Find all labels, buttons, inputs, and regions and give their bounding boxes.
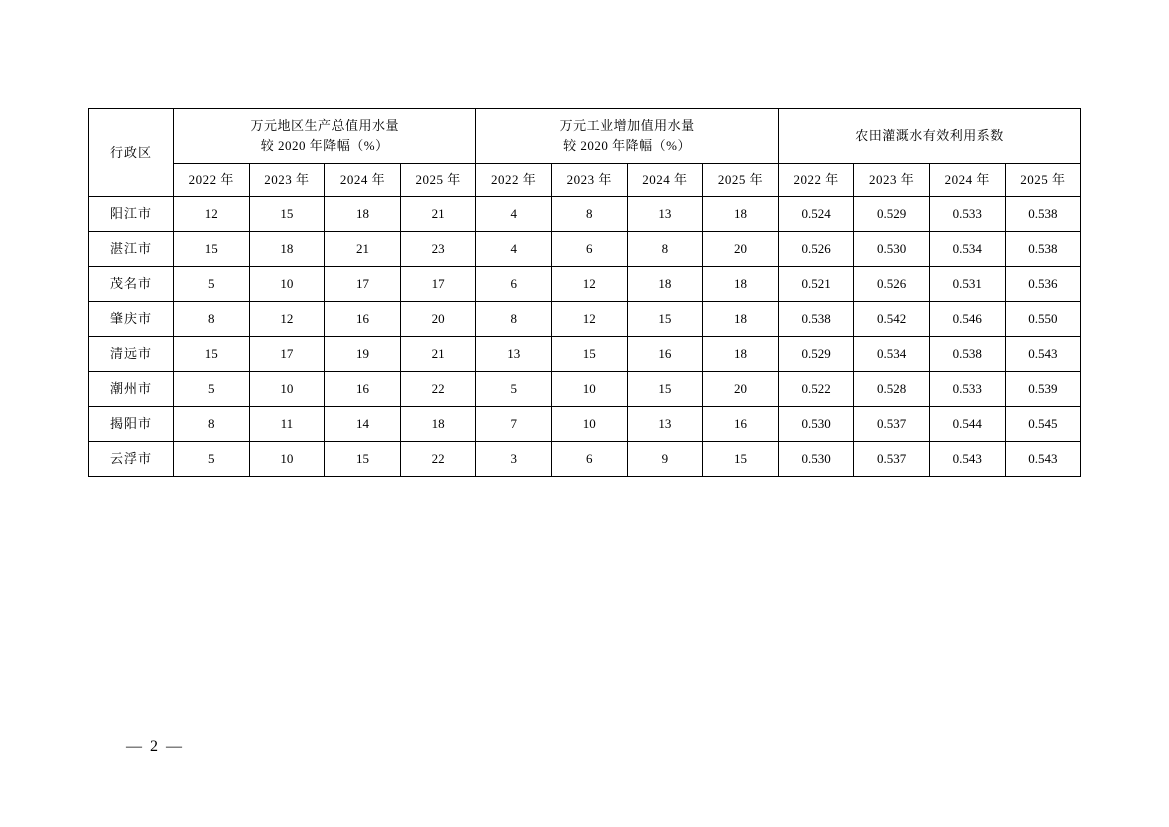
header-year: 2023 年 bbox=[249, 164, 325, 197]
header-year: 2024 年 bbox=[627, 164, 703, 197]
header-year: 2025 年 bbox=[400, 164, 476, 197]
table-cell: 0.530 bbox=[854, 232, 930, 267]
table-cell: 20 bbox=[703, 372, 779, 407]
table-cell: 0.536 bbox=[1005, 267, 1081, 302]
table-cell: 0.531 bbox=[929, 267, 1005, 302]
table-cell: 15 bbox=[325, 442, 401, 477]
table-cell: 5 bbox=[174, 442, 250, 477]
table-cell: 22 bbox=[400, 372, 476, 407]
table-cell: 17 bbox=[400, 267, 476, 302]
table-cell: 0.529 bbox=[778, 337, 854, 372]
header-group-industrial-water-line2: 较 2020 年降幅（%） bbox=[563, 138, 691, 153]
table-cell: 16 bbox=[703, 407, 779, 442]
table-cell: 0.522 bbox=[778, 372, 854, 407]
table-cell: 9 bbox=[627, 442, 703, 477]
table-cell: 7 bbox=[476, 407, 552, 442]
table-cell: 0.530 bbox=[778, 407, 854, 442]
table-cell: 0.542 bbox=[854, 302, 930, 337]
table-cell: 16 bbox=[627, 337, 703, 372]
table-row bbox=[89, 302, 1081, 337]
table-cell: 18 bbox=[703, 302, 779, 337]
table-cell: 12 bbox=[551, 302, 627, 337]
table-cell: 0.528 bbox=[854, 372, 930, 407]
table-cell: 18 bbox=[325, 197, 401, 232]
table-cell: 23 bbox=[400, 232, 476, 267]
header-group-irrigation-coefficient bbox=[778, 109, 1080, 164]
table-cell: 12 bbox=[551, 267, 627, 302]
table-cell: 0.533 bbox=[929, 197, 1005, 232]
header-group-irrigation-coefficient-line1: 农田灌溉水有效利用系数 bbox=[855, 127, 1004, 143]
table-cell: 13 bbox=[627, 197, 703, 232]
table-cell: 18 bbox=[703, 197, 779, 232]
table-cell: 0.538 bbox=[929, 337, 1005, 372]
water-indicator-table-container bbox=[88, 108, 1081, 477]
header-year: 2024 年 bbox=[929, 164, 1005, 197]
water-indicator-table bbox=[88, 108, 1081, 477]
table-row bbox=[89, 232, 1081, 267]
table-header bbox=[89, 109, 1081, 197]
header-region: 行政区 bbox=[89, 109, 174, 197]
table-cell: 10 bbox=[249, 372, 325, 407]
table-cell: 6 bbox=[551, 232, 627, 267]
table-cell: 11 bbox=[249, 407, 325, 442]
table-cell: 0.544 bbox=[929, 407, 1005, 442]
table-cell: 21 bbox=[325, 232, 401, 267]
table-cell: 22 bbox=[400, 442, 476, 477]
table-cell: 10 bbox=[249, 267, 325, 302]
table-cell: 21 bbox=[400, 337, 476, 372]
table-cell: 0.526 bbox=[854, 267, 930, 302]
table-cell: 8 bbox=[476, 302, 552, 337]
table-cell: 19 bbox=[325, 337, 401, 372]
table-cell: 0.539 bbox=[1005, 372, 1081, 407]
header-year: 2022 年 bbox=[174, 164, 250, 197]
table-cell: 10 bbox=[551, 407, 627, 442]
region-name: 揭阳市 bbox=[89, 407, 174, 442]
table-cell: 8 bbox=[174, 302, 250, 337]
table-cell: 14 bbox=[325, 407, 401, 442]
table-cell: 0.526 bbox=[778, 232, 854, 267]
table-cell: 18 bbox=[703, 267, 779, 302]
table-cell: 16 bbox=[325, 302, 401, 337]
table-cell: 8 bbox=[174, 407, 250, 442]
table-cell: 0.534 bbox=[929, 232, 1005, 267]
region-name: 阳江市 bbox=[89, 197, 174, 232]
table-cell: 20 bbox=[400, 302, 476, 337]
table-cell: 15 bbox=[249, 197, 325, 232]
table-cell: 15 bbox=[703, 442, 779, 477]
table-row bbox=[89, 197, 1081, 232]
table-cell: 17 bbox=[325, 267, 401, 302]
table-cell: 15 bbox=[627, 302, 703, 337]
table-cell: 0.538 bbox=[1005, 197, 1081, 232]
table-cell: 0.534 bbox=[854, 337, 930, 372]
table-cell: 16 bbox=[325, 372, 401, 407]
table-cell: 0.543 bbox=[1005, 442, 1081, 477]
table-cell: 13 bbox=[627, 407, 703, 442]
table-cell: 5 bbox=[174, 372, 250, 407]
table-cell: 0.529 bbox=[854, 197, 930, 232]
table-cell: 0.537 bbox=[854, 442, 930, 477]
table-cell: 15 bbox=[627, 372, 703, 407]
table-body bbox=[89, 197, 1081, 477]
table-cell: 0.530 bbox=[778, 442, 854, 477]
header-group-gdp-water bbox=[174, 109, 476, 164]
table-cell: 12 bbox=[174, 197, 250, 232]
table-cell: 0.546 bbox=[929, 302, 1005, 337]
table-cell: 0.524 bbox=[778, 197, 854, 232]
table-row bbox=[89, 407, 1081, 442]
table-cell: 12 bbox=[249, 302, 325, 337]
table-cell: 6 bbox=[476, 267, 552, 302]
table-cell: 4 bbox=[476, 197, 552, 232]
region-name: 茂名市 bbox=[89, 267, 174, 302]
table-row bbox=[89, 267, 1081, 302]
header-year: 2024 年 bbox=[325, 164, 401, 197]
table-cell: 20 bbox=[703, 232, 779, 267]
table-cell: 8 bbox=[551, 197, 627, 232]
table-cell: 3 bbox=[476, 442, 552, 477]
region-name: 清远市 bbox=[89, 337, 174, 372]
table-cell: 13 bbox=[476, 337, 552, 372]
table-row bbox=[89, 337, 1081, 372]
header-group-industrial-water-line1: 万元工业增加值用水量 bbox=[559, 117, 695, 133]
table-cell: 17 bbox=[249, 337, 325, 372]
table-header-group-row bbox=[89, 109, 1081, 164]
table-cell: 0.543 bbox=[929, 442, 1005, 477]
header-group-gdp-water-line2: 较 2020 年降幅（%） bbox=[260, 138, 389, 153]
table-cell: 18 bbox=[627, 267, 703, 302]
region-name: 湛江市 bbox=[89, 232, 174, 267]
region-name: 云浮市 bbox=[89, 442, 174, 477]
table-cell: 18 bbox=[703, 337, 779, 372]
header-group-industrial-water bbox=[476, 109, 778, 164]
table-cell: 0.538 bbox=[1005, 232, 1081, 267]
table-cell: 5 bbox=[174, 267, 250, 302]
table-cell: 5 bbox=[476, 372, 552, 407]
table-cell: 21 bbox=[400, 197, 476, 232]
page-number: — 2 — bbox=[126, 738, 184, 755]
table-cell: 0.521 bbox=[778, 267, 854, 302]
table-header-year-row bbox=[89, 164, 1081, 197]
header-year: 2025 年 bbox=[703, 164, 779, 197]
table-cell: 8 bbox=[627, 232, 703, 267]
header-year: 2022 年 bbox=[778, 164, 854, 197]
table-cell: 10 bbox=[249, 442, 325, 477]
region-name: 潮州市 bbox=[89, 372, 174, 407]
table-cell: 4 bbox=[476, 232, 552, 267]
header-year: 2023 年 bbox=[854, 164, 930, 197]
header-year: 2022 年 bbox=[476, 164, 552, 197]
header-year: 2025 年 bbox=[1005, 164, 1081, 197]
table-cell: 15 bbox=[551, 337, 627, 372]
table-cell: 15 bbox=[174, 232, 250, 267]
table-cell: 10 bbox=[551, 372, 627, 407]
table-cell: 0.537 bbox=[854, 407, 930, 442]
header-group-gdp-water-line1: 万元地区生产总值用水量 bbox=[250, 117, 399, 133]
table-cell: 0.533 bbox=[929, 372, 1005, 407]
table-row bbox=[89, 372, 1081, 407]
table-cell: 18 bbox=[400, 407, 476, 442]
table-cell: 0.543 bbox=[1005, 337, 1081, 372]
table-row bbox=[89, 442, 1081, 477]
table-cell: 18 bbox=[249, 232, 325, 267]
table-cell: 15 bbox=[174, 337, 250, 372]
table-cell: 0.538 bbox=[778, 302, 854, 337]
table-cell: 6 bbox=[551, 442, 627, 477]
region-name: 肇庆市 bbox=[89, 302, 174, 337]
header-year: 2023 年 bbox=[551, 164, 627, 197]
table-cell: 0.550 bbox=[1005, 302, 1081, 337]
table-cell: 0.545 bbox=[1005, 407, 1081, 442]
